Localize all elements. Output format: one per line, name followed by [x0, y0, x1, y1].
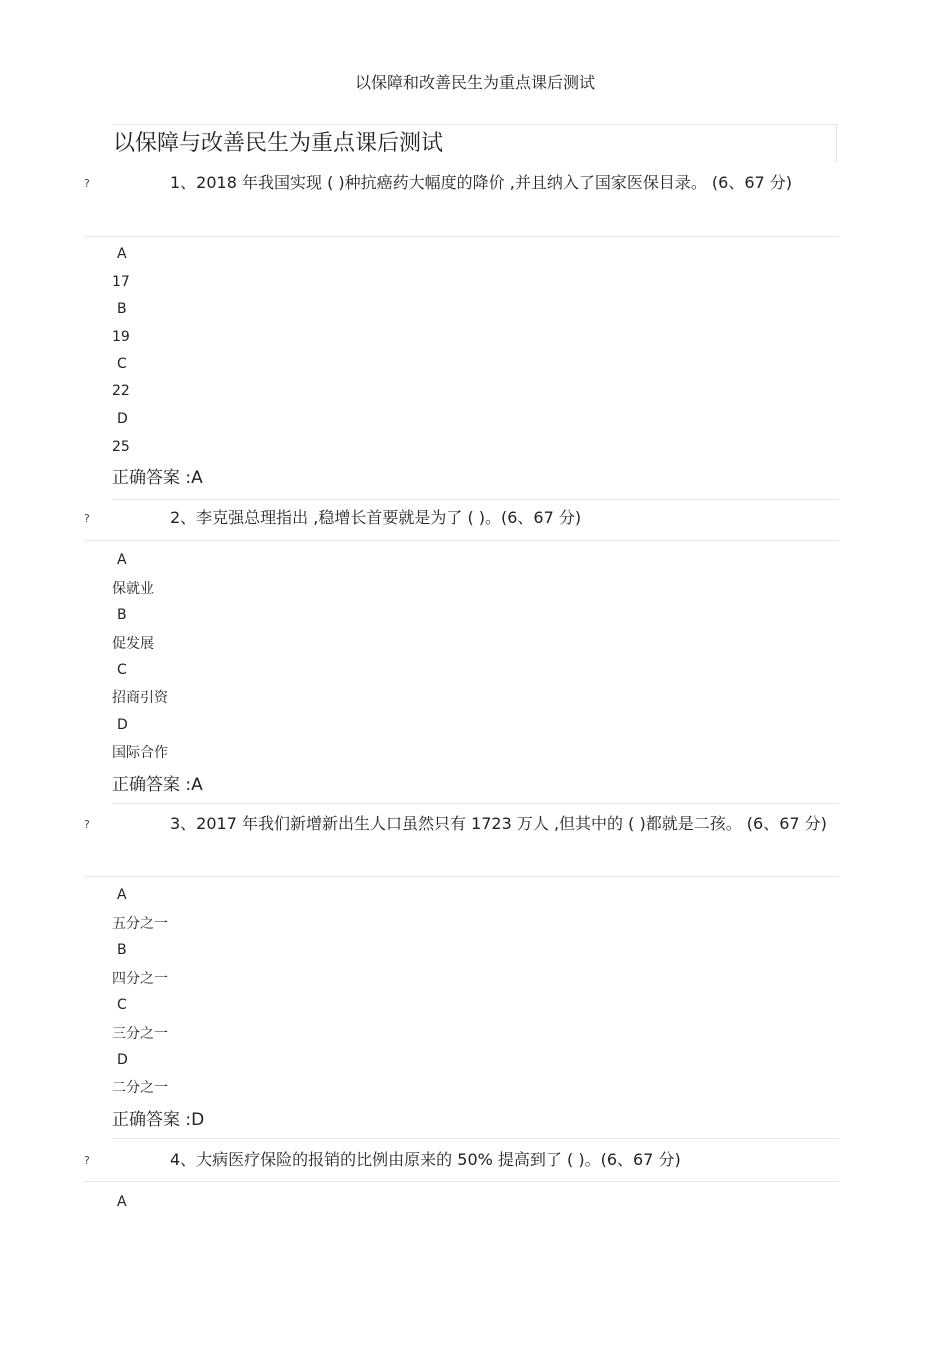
option-letter: D	[117, 1052, 128, 1068]
question-text: 1、2018 年我国实现 ( )种抗癌药大幅度的降价 ,并且纳入了国家医保目录。 (6、67 分)	[170, 173, 793, 192]
divider	[84, 876, 839, 877]
option-text: 国际合作	[112, 745, 168, 761]
question-text: 2、李克强总理指出 ,稳增长首要就是为了 ( )。(6、67 分)	[170, 508, 582, 527]
option-text: 19	[112, 329, 130, 345]
option-letter: A	[117, 1194, 127, 1210]
divider	[112, 499, 839, 500]
option-letter: C	[117, 662, 127, 678]
option-text: 三分之一	[112, 1026, 168, 1042]
question-text: 3、2017 年我们新增新出生人口虽然只有 1723 万人 ,但其中的 ( )都就是二孩。 (6、67 分)	[170, 814, 827, 833]
option-letter: D	[117, 717, 128, 733]
question-text: 4、大病医疗保险的报销的比例由原来的 50% 提高到了 ( )。(6、67 分)	[170, 1150, 681, 1169]
option-text: 五分之一	[112, 916, 168, 932]
option-letter: D	[117, 411, 128, 427]
option-text: 招商引资	[112, 690, 168, 706]
option-text: 促发展	[112, 636, 154, 652]
option-letter: C	[117, 997, 127, 1013]
option-letter: B	[117, 301, 127, 317]
option-text: 25	[112, 439, 130, 455]
question-marker: ?	[84, 512, 90, 525]
divider	[84, 236, 839, 237]
option-letter: B	[117, 942, 127, 958]
option-text: 四分之一	[112, 971, 168, 987]
correct-answer: 正确答案 :A	[112, 775, 203, 795]
option-text: 二分之一	[112, 1080, 168, 1096]
option-letter: A	[117, 246, 127, 262]
question-marker: ?	[84, 1154, 90, 1167]
question-marker: ?	[84, 818, 90, 831]
option-letter: B	[117, 607, 127, 623]
divider	[84, 1181, 839, 1182]
option-letter: C	[117, 356, 127, 372]
document-title: 以保障与改善民生为重点课后测试	[113, 131, 444, 156]
option-letter: A	[117, 887, 127, 903]
page-header: 以保障和改善民生为重点课后测试	[354, 73, 595, 92]
option-text: 22	[112, 383, 130, 399]
option-letter: A	[117, 552, 127, 568]
option-text: 17	[112, 274, 130, 290]
divider	[112, 1138, 839, 1139]
divider	[112, 803, 839, 804]
correct-answer: 正确答案 :A	[112, 468, 203, 488]
question-marker: ?	[84, 177, 90, 190]
correct-answer: 正确答案 :D	[112, 1110, 205, 1130]
divider	[84, 540, 839, 541]
option-text: 保就业	[112, 581, 154, 597]
